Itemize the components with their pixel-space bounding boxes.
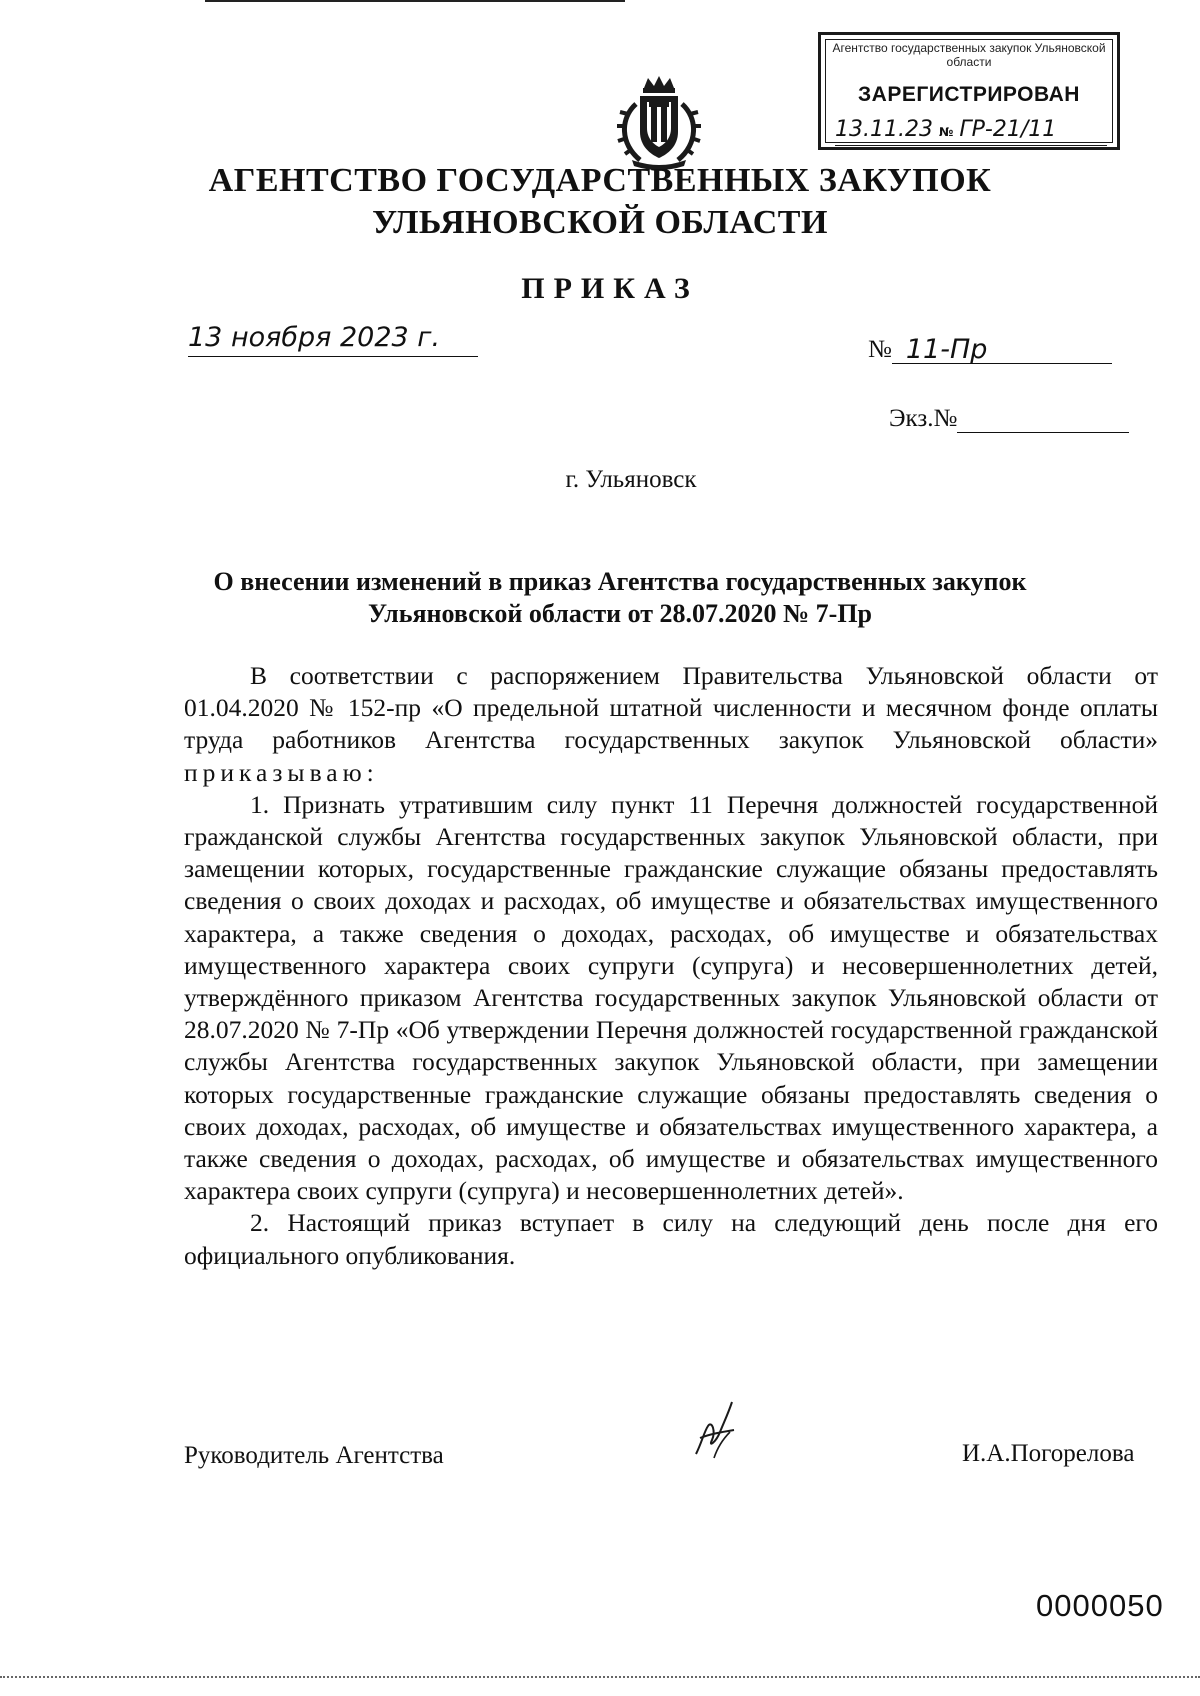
number-value: 11-Пр — [892, 334, 1112, 364]
copy-number — [889, 402, 1129, 433]
order-word: приказываю: — [184, 757, 379, 787]
organization-title-line2: УЛЬЯНОВСКОЙ ОБЛАСТИ — [372, 204, 828, 241]
stamp-status: ЗАРЕГИСТРИРОВАН — [858, 83, 1080, 106]
signer-name: И.А.Погорелова — [962, 1440, 1135, 1467]
subject-line1: О внесении изменений в приказ Агентства государственных закупок — [213, 567, 1027, 596]
number-label: № — [868, 336, 892, 363]
registration-stamp — [818, 32, 1120, 150]
form-serial-number: 0000050 — [1036, 1588, 1164, 1623]
document-subject — [120, 566, 1120, 630]
scan-bottom-edge — [0, 1676, 1200, 1680]
item-1-paragraph: 1. Признать утратившим силу пункт 11 Перечня должностей государственной гражданской службы Агентства государственных закупок Ульяновской области, при замещении которых, государственные гражданские служащие обязаны предоставлять сведения о своих доходах и расходах, об имуществе и обязательствах имущественного характера, а также сведения о доходах, расходах, об имуществе и обязательствах имущественного характера своих супруги (супруга) и несовершеннолетних детей, утверждённого приказом Агентства государственных закупок Ульяновской области от 28.07.2020 № 7-Пр «Об утверждении Перечня должностей государственной гражданской службы Агентства государственных закупок Ульяновской области, при замещении которых государственные гражданские служащие обязаны предоставлять сведения о своих доходах, расходах, об имуществе и обязательствах имущественного характера, а также сведения о доходах, расходах, об имуществе и обязательствах имущественного характера своих супруги (супруга) и несовершеннолетних детей». — [184, 789, 1158, 1206]
preamble-paragraph — [184, 660, 1158, 789]
coat-of-arms-icon — [614, 74, 704, 170]
stamp-number-mark: № — [938, 125, 954, 139]
stamp-reg-number: ГР-21/11 — [959, 117, 1057, 142]
preamble-text: В соответствии с распоряжением Правительства Ульяновской области от 01.04.2020 № 152-пр «О предельной штатной численности и месячном фонде оплаты труда работников Агентства государственных закупок Ульяновской области» — [184, 661, 1158, 755]
signer-position: Руководитель Агентства — [184, 1442, 444, 1469]
copy-label: Экз.№ — [889, 405, 958, 432]
item-2-paragraph: 2. Настоящий приказ вступает в силу на следующий день после дня его официального опубликования. — [184, 1208, 1158, 1270]
document-number — [868, 334, 1112, 364]
city: г. Ульяновск — [565, 466, 697, 493]
organization-title — [0, 160, 1200, 244]
stamp-organization: Агентство государственных закупок Ульяновской области — [832, 41, 1106, 69]
document-date: 13 ноября 2023 г. — [188, 322, 478, 357]
document-body — [184, 660, 1158, 1272]
copy-number-blank — [957, 402, 1129, 433]
handwritten-signature — [686, 1392, 746, 1466]
organization-title-line1: АГЕНТСТВО ГОСУДАРСТВЕННЫХ ЗАКУПОК — [208, 162, 992, 199]
stamp-reg-date: 13.11.23 — [835, 117, 933, 142]
stamp-registration-row — [835, 117, 1107, 146]
document-type: ПРИКАЗ — [521, 272, 699, 305]
subject-line2: Ульяновской области от 28.07.2020 № 7-Пр — [367, 599, 873, 628]
scan-top-edge — [205, 0, 625, 2]
